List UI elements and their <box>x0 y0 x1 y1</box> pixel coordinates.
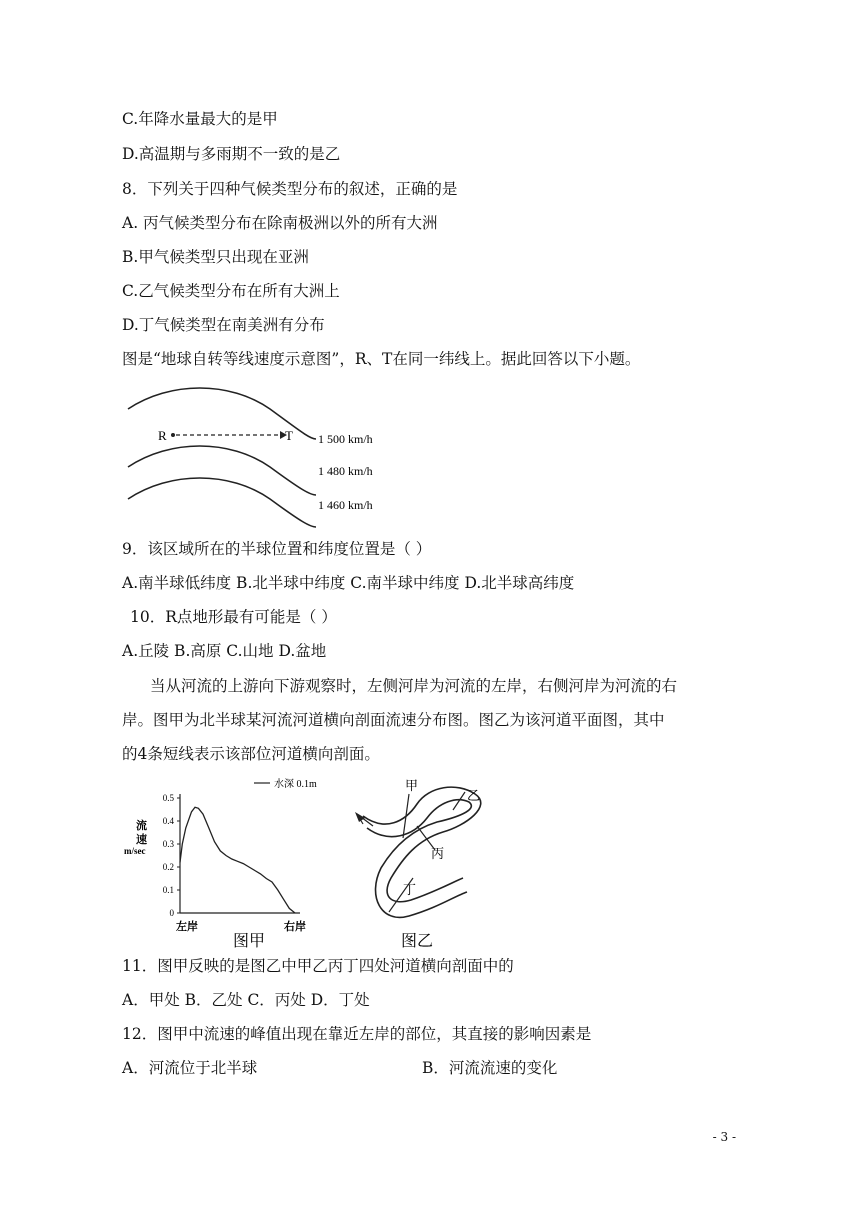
q9-stem: 9．该区域所在的半球位置和纬度位置是（ ） <box>122 540 432 558</box>
river-plan-diagram <box>345 774 510 952</box>
ylabel-char-1: 流 <box>136 820 147 832</box>
q8-stem: 8．下列关于四种气候类型分布的叙述，正确的是 <box>122 180 458 198</box>
legend-label: 水深 0.1m <box>274 779 317 790</box>
y-tick-label: 0 <box>169 908 174 918</box>
label-ding: 丁 <box>403 882 417 897</box>
xlabel-right-bank: 右岸 <box>284 921 306 933</box>
isoline-bottom <box>128 478 316 527</box>
intro2-line3: 的4条短线表示该部位河道横向剖面。 <box>122 745 380 763</box>
q8c-option: C.乙气候类型分布在所有大洲上 <box>122 282 340 300</box>
y-tick-label: 0.5 <box>162 793 174 803</box>
q7d-option: D.高温期与多雨期不一致的是乙 <box>122 145 341 163</box>
contour-label-1460: 1 460 km/h <box>318 498 373 512</box>
intro2-line1: 当从河流的上游向下游观察时，左侧河岸为河流的左岸，右侧河岸为河流的右 <box>150 677 678 695</box>
river-bank-outer <box>363 787 481 902</box>
y-tick-label: 0.1 <box>162 885 174 895</box>
isoline-middle <box>128 446 316 495</box>
ylabel-unit: m/sec <box>124 846 146 856</box>
flow-curve <box>180 807 295 913</box>
flow-velocity-chart <box>120 774 340 952</box>
q7c-option: C.年降水量最大的是甲 <box>122 110 278 128</box>
xlabel-left-bank: 左岸 <box>176 921 198 933</box>
label-jia: 甲 <box>405 778 419 793</box>
ylabel-char-2: 速 <box>136 834 147 846</box>
contour-label-1480: 1 480 km/h <box>318 464 373 478</box>
section-jia <box>403 794 409 838</box>
figure1-intro: 图是“地球自转等线速度示意图”，R、T在同一纬线上。据此回答以下小题。 <box>122 350 641 368</box>
y-tick-label: 0.3 <box>162 839 174 849</box>
q10-stem: 10．R点地形最有可能是（ ） <box>130 608 337 626</box>
y-tick-label: 0.4 <box>162 816 174 826</box>
caption-yi: 图乙 <box>401 933 434 950</box>
q9-options: A.南半球低纬度 B.北半球中纬度 C.南半球中纬度 D.北半球高纬度 <box>122 574 575 592</box>
rotation-speed-diagram <box>120 383 420 531</box>
q8d-option: D.丁气候类型在南美洲有分布 <box>122 316 325 334</box>
label-t: T <box>285 428 293 443</box>
point-r <box>171 433 175 437</box>
q11-stem: 11．图甲反映的是图乙中甲乙丙丁四处河道横向剖面中的 <box>122 957 514 975</box>
q12-stem: 12．图甲中流速的峰值出现在靠近左岸的部位，其直接的影响因素是 <box>122 1025 592 1043</box>
caption-jia: 图甲 <box>233 933 266 950</box>
river-bank-inner <box>367 800 471 918</box>
q8a-option: A. 丙气候类型分布在除南极洲以外的所有大洲 <box>122 214 438 232</box>
intro2-line2: 岸。图甲为北半球某河流河道横向剖面流速分布图。图乙为该河道平面图，其中 <box>122 711 665 729</box>
q11-options: A．甲处 B．乙处 C．丙处 D．丁处 <box>122 991 370 1009</box>
q12a-option: A．河流位于北半球 <box>122 1059 258 1077</box>
q12b-option: B．河流流速的变化 <box>422 1059 558 1077</box>
q8b-option: B.甲气候类型只出现在亚洲 <box>122 248 309 266</box>
section-yi <box>453 792 465 810</box>
label-bing: 丙 <box>431 846 445 861</box>
label-r: R <box>158 428 167 443</box>
page-number: - 3 - <box>712 1130 736 1144</box>
q10-options: A.丘陵 B.高原 C.山地 D.盆地 <box>122 642 327 660</box>
y-tick-label: 0.2 <box>162 862 174 872</box>
contour-label-1500: 1 500 km/h <box>318 432 373 446</box>
label-yi: 乙 <box>467 788 481 803</box>
